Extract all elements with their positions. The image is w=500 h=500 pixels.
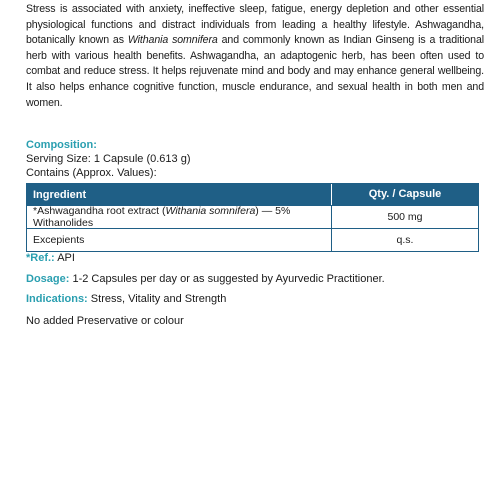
table-header — [27, 184, 478, 205]
qty-cell: 500 mg — [331, 206, 478, 228]
composition-title: Composition: — [26, 139, 97, 151]
dosage-value: 1-2 Capsules per day or as suggested by Ayurvedic Practitioner. — [72, 273, 385, 285]
indications-value: Stress, Vitality and Strength — [90, 293, 227, 305]
dosage-label: Dosage: — [26, 273, 70, 285]
dosage-line — [26, 273, 385, 285]
qty-cell: q.s. — [331, 229, 478, 251]
header-qty: Qty. / Capsule — [331, 184, 478, 205]
table-row — [27, 228, 478, 251]
ref-label: *Ref.: — [26, 252, 55, 264]
table-row — [27, 205, 478, 228]
intro-text-part2: and commonly known as Indian Ginseng is a traditional herb with various health benefits. Ashwagandha, an adaptogenic herb, has been often used to combat and reduce stress. It helps rejuvenate mind and body and may enhance general wellbeing. It also helps enhance cognitive function, muscle endurance, and sexual health in both men and women. — [26, 34, 484, 109]
ingredient-cell: Excepients — [33, 234, 85, 246]
contains-label: Contains (Approx. Values): — [26, 167, 157, 179]
intro-latin-name: Withania somnifera — [127, 34, 218, 47]
composition-table — [26, 183, 479, 252]
serving-size: Serving Size: 1 Capsule (0.613 g) — [26, 153, 191, 165]
ref-value: API — [57, 252, 75, 264]
indications-label: Indications: — [26, 293, 88, 305]
header-ingredient: Ingredient — [33, 188, 87, 201]
ingredient-cell: *Ashwagandha root extract (Withania somnifera) — 5% Withanolides — [33, 205, 291, 229]
preservative-note: No added Preservative or colour — [26, 315, 184, 327]
indications-line — [26, 293, 226, 305]
intro-text-part1: Stress is associated with anxiety, ineffective sleep, fatigue, energy depletion and other essential physiological functions and distract individuals from leading a healthy lifestyle. Ashwagandha, botanically known as — [26, 3, 484, 47]
intro-paragraph — [26, 2, 484, 111]
ref-line — [26, 252, 75, 264]
